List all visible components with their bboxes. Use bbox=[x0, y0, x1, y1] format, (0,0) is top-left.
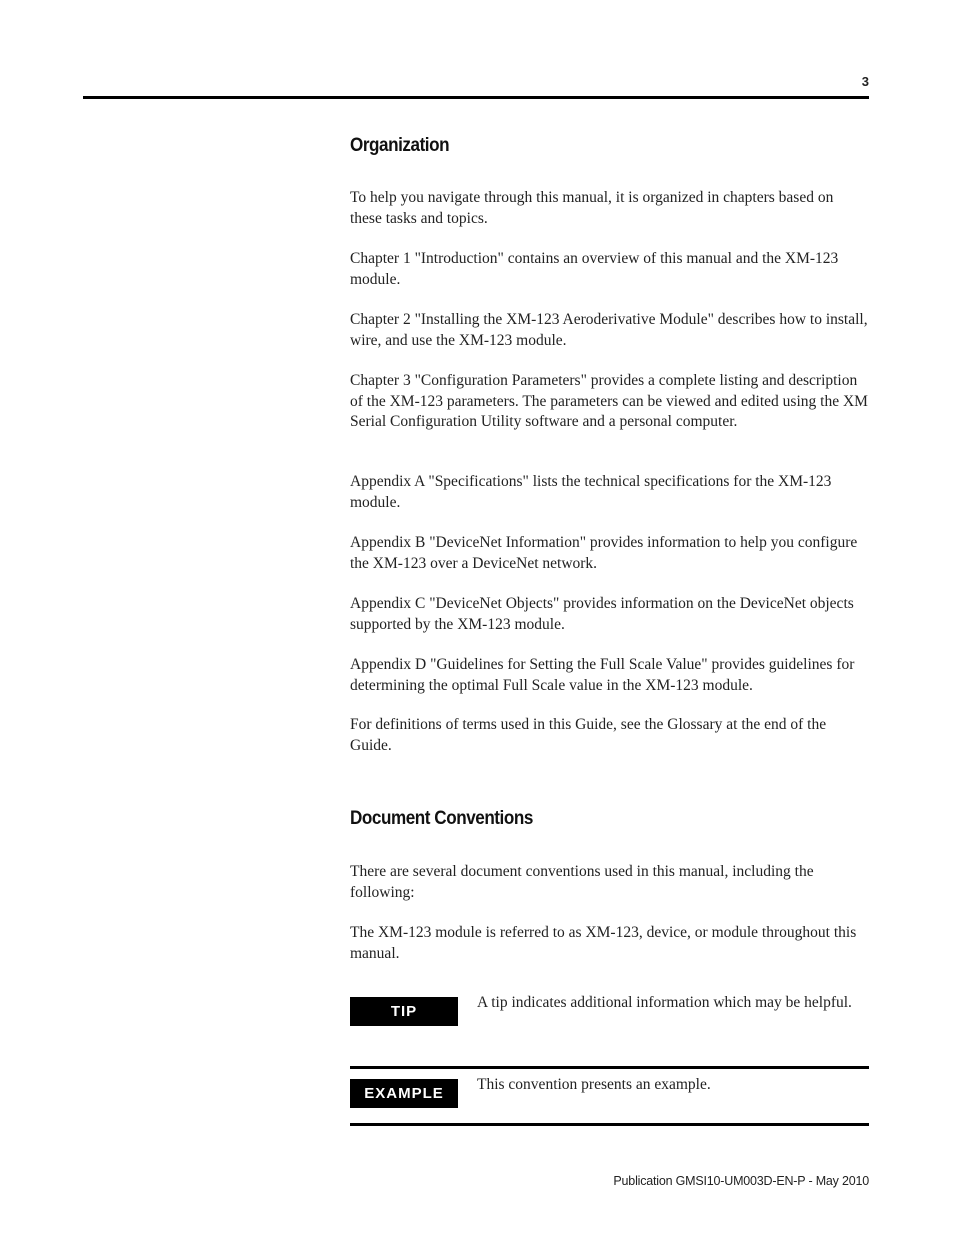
conventions-paragraph: The XM-123 module is referred to as XM-123, device, or module throughout this manual. bbox=[350, 924, 857, 962]
organization-paragraph: Chapter 2 "Installing the XM-123 Aeroderivative Module" describes how to install, wire, and use the XM-123 module. bbox=[350, 311, 868, 349]
page-number: 3 bbox=[861, 74, 869, 89]
tip-divider bbox=[350, 1066, 869, 1069]
organization-paragraph: For definitions of terms used in this Guide, see the Glossary at the end of the Guide. bbox=[350, 716, 827, 754]
header-rule bbox=[83, 96, 869, 99]
organization-paragraph: To help you navigate through this manual, it is organized in chapters based on these tasks and topics. bbox=[350, 189, 834, 227]
example-divider bbox=[350, 1123, 869, 1126]
organization-heading: Organization bbox=[350, 135, 450, 156]
footer-publication: Publication GMSI10-UM003D-EN-P - May 2010 bbox=[613, 1174, 869, 1188]
conventions-paragraph: There are several document conventions used in this manual, including the following: bbox=[350, 863, 814, 901]
organization-paragraph: Chapter 3 "Configuration Parameters" provides a complete listing and description of the XM-123 parameters. The parameters can be viewed and edited using the XM Serial Configuration Utility software and a personal computer. bbox=[350, 372, 868, 430]
organization-paragraph: Appendix C "DeviceNet Objects" provides information on the DeviceNet objects supported by the XM-123 module. bbox=[350, 595, 854, 633]
tip-label: TIP bbox=[350, 997, 458, 1026]
example-label: EXAMPLE bbox=[350, 1079, 458, 1108]
tip-text: A tip indicates additional information which may be helpful. bbox=[477, 994, 852, 1011]
organization-paragraph: Appendix A "Specifications" lists the technical specifications for the XM-123 module. bbox=[350, 473, 832, 511]
organization-paragraph: Appendix B "DeviceNet Information" provides information to help you configure the XM-123 over a DeviceNet network. bbox=[350, 534, 858, 572]
conventions-heading: Document Conventions bbox=[350, 808, 533, 829]
example-text: This convention presents an example. bbox=[477, 1076, 711, 1093]
organization-paragraph: Appendix D "Guidelines for Setting the Full Scale Value" provides guidelines for determining the optimal Full Scale value in the XM-123 module. bbox=[350, 656, 855, 694]
organization-paragraph: Chapter 1 "Introduction" contains an overview of this manual and the XM-123 module. bbox=[350, 250, 839, 288]
